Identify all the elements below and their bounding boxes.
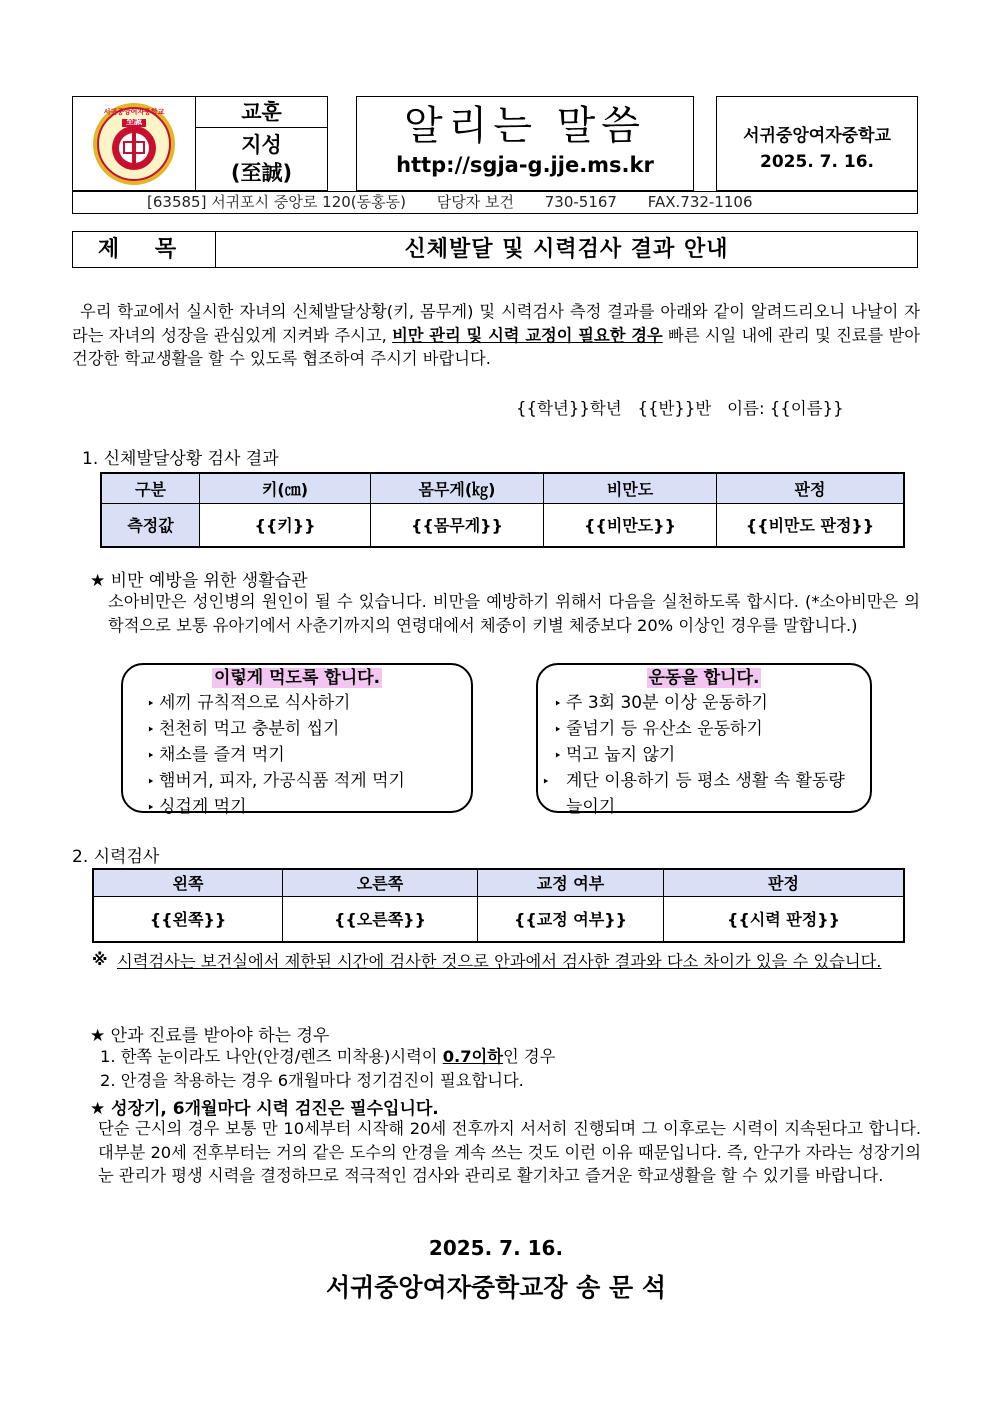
intro-underlined: 비만 관리 및 시력 교정이 필요한 경우 [392,325,663,345]
subject-value: 신체발달 및 시력검사 결과 안내 [404,237,729,262]
motto-value [196,128,327,187]
val-left: {{왼쪽}} [93,896,283,942]
th-vision-judgement: 판정 [664,869,905,896]
exercise-box [536,663,872,817]
header-date: 2025. 7. 16. [759,152,874,172]
growth-title: ★ 성장기, 6개월마다 시력 검진은 필수입니다. [90,1099,439,1119]
item1-suffix: 인 경우 [503,1047,556,1066]
vision-note-mark: ※ [92,950,108,969]
exercise-box-title: 운동을 합니다. [648,668,760,688]
val-judgement: {{비만도 판정}} [717,503,905,547]
intro-paragraph [72,300,920,371]
intro-text-2: 빠른 시일 내에 관리 및 진료를 받아 건강한 학교생활을 할 수 있도록 협조하여 주시기 바랍니다. [72,325,921,368]
motto-word: 지성 [241,133,282,157]
list-item: ‣ 먹고 눕지 않기 [554,743,854,769]
list-item: ‣ 세끼 규칙적으로 식사하기 [147,691,405,717]
th-height: 키(㎝) [200,473,371,503]
eat-box-title: 이렇게 먹도록 합니다. [213,668,381,688]
list-item: ‣ 천천히 먹고 충분히 씹기 [147,717,405,743]
subject-label: 제 목 [73,232,216,267]
th-correction: 교정 여부 [478,869,664,896]
eye-care-item1 [100,1045,555,1069]
list-item: ‣ 싱겁게 먹기 [147,795,405,821]
school-url: http://sgja-g.jje.ms.kr [396,153,654,177]
row-label: 측정값 [101,503,200,547]
list-item: ‣ 계단 이용하기 등 평소 생활 속 활동량 늘이기 [554,769,854,819]
item1-threshold: 0.7이하 [442,1047,504,1066]
th-left: 왼쪽 [93,869,283,896]
section1-title: 1. 신체발달상황 검사 결과 [82,449,279,469]
th-category: 구분 [101,473,200,503]
footer-date: 2025. 7. 16. [428,1236,564,1260]
th-weight: 몸무게(㎏) [371,473,544,503]
th-obesity: 비만도 [544,473,717,503]
list-item: ‣ 햄버거, 피자, 가공식품 적게 먹기 [147,769,405,795]
address-bar [72,191,918,214]
signature: 서귀중앙여자중학교장 송 문 석 [325,1273,667,1302]
address: [63585] 서귀포시 중앙로 120(동홍동) [147,193,406,211]
subject-box [72,231,918,268]
eat-list [147,691,405,821]
val-correction: {{교정 여부}} [478,896,664,942]
exercise-list [554,691,854,819]
logo-cell [72,96,196,191]
logo-center-text: 至誠 [126,117,142,126]
obesity-title: ★ 비만 예방을 위한 생활습관 [90,571,308,591]
section2-title: 2. 시력검사 [72,847,160,867]
val-height: {{키}} [200,503,371,547]
logo-name: 서귀중앙여자중학교 [103,108,165,116]
motto-cell [196,96,328,191]
list-item: ‣ 채소를 즐겨 먹기 [147,743,405,769]
val-weight: {{몸무게}} [371,503,544,547]
fax: FAX.732-1106 [647,193,753,211]
obesity-text: 소아비만은 성인병의 원인이 될 수 있습니다. 비만을 예방하기 위해서 다음을 실천하도록 합시다. (*소아비만은 의학적으로 보통 유아기에서 사춘기까지의 연령대에서 체중이 키별 체중보다 20% 이상인 경우를 말합니다.) [108,592,920,635]
body-measure-table [100,472,905,548]
th-right: 오른쪽 [283,869,478,896]
growth-text: 단순 근시의 경우 보통 만 10세부터 시작해 20세 전후까지 서서히 진행되며 그 이후로는 시력이 지속된다고 합니다. 대부분 20세 전후부터는 거의 같은 도수의 안경을 계속 쓰는 것도 이런 이유 때문입니다. 즉, 안구가 자라는 성장기의 눈 관리가 평생 시력을 결정하므로 적극적인 검사와 관리로 활기차고 즐거운 학교생활을 할 수 있기를 바랍니다. [98,1119,921,1185]
list-item: ‣ 줄넘기 등 유산소 운동하기 [554,717,854,743]
item1-text: 1. 한쪽 눈이라도 나안(안경/렌즈 미착용)시력이 [100,1047,443,1066]
school-cell [716,96,918,191]
eat-box [121,663,473,817]
notice-title-cell [356,96,694,191]
school-name: 서귀중앙여자중학교 [743,126,891,146]
motto-hanja: (至誠) [230,161,293,185]
th-judgement: 판정 [717,473,905,503]
student-info: {{학년}}학년 {{반}}반 이름: {{이름}} [516,399,844,418]
eye-care-item2: 2. 안경을 착용하는 경우 6개월마다 정기검진이 필요합니다. [100,1071,524,1090]
val-obesity: {{비만도}} [544,503,717,547]
motto-label: 교훈 [196,97,327,128]
contact: 담당자 보건 [436,193,514,211]
val-vision-judgement: {{시력 판정}} [664,896,905,942]
list-item: ‣ 주 3회 30분 이상 운동하기 [554,691,854,717]
vision-table [92,868,905,943]
vision-note: 시력검사는 보건실에서 제한된 시간에 검사한 것으로 안과에서 검사한 결과와 다소 차이가 있을 수 있습니다. [117,952,882,971]
val-right: {{오른쪽}} [283,896,478,942]
notice-title: 알리는 말씀 [404,103,646,149]
phone: 730-5167 [544,193,617,211]
eye-care-title: ★ 안과 진료를 받아야 하는 경우 [90,1026,330,1046]
intro-text-1: 우리 학교에서 실시한 자녀의 신체발달상황(키, 몸무게) 및 시력검사 측정 결과를 아래와 같이 알려드리오니 나날이 자라는 자녀의 성장을 관심있게 지켜봐 주시고, [72,302,920,345]
